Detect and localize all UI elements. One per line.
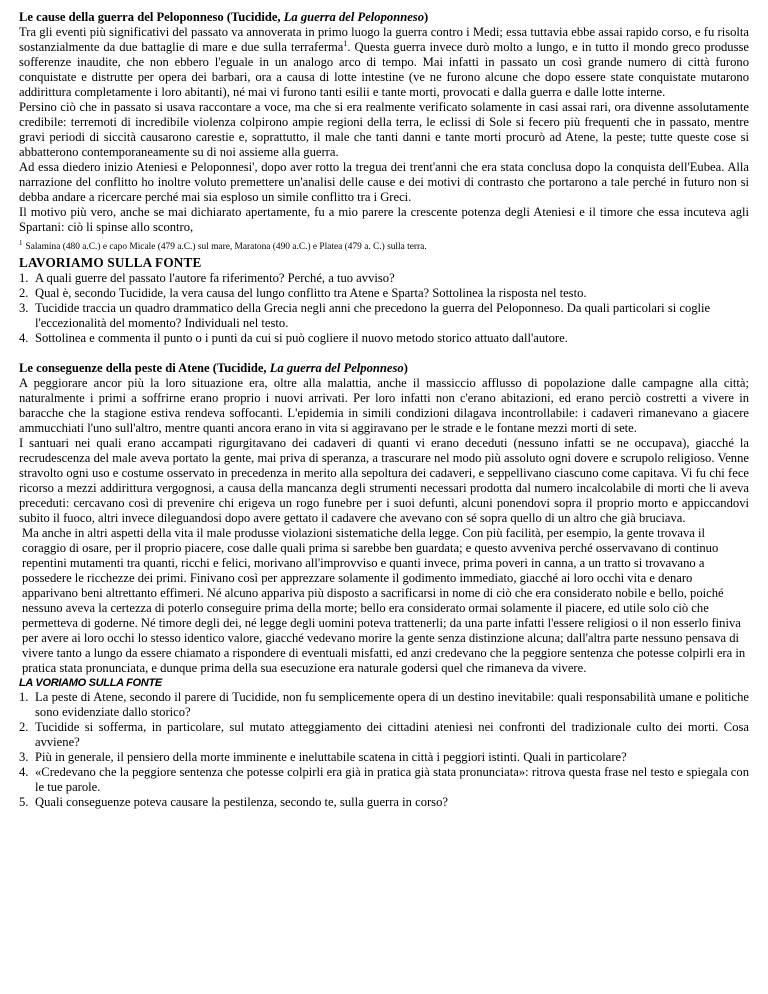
section2-question-list xyxy=(19,690,749,810)
section2-paragraph-2: I santuari nei quali erano accampati rigurgitavano dei cadaveri di quanti vi erano deceduti (nessuno infatti se ne occupava), giacché la recrudescenza del male aveva portato la gente, mai priva di speranza, a trascurare nel modo più assoluto ogni dovere e scrupolo religioso. Venne stravolto ogni uso e costume osservato in precedenza in merito alla sepoltura dei cadaveri, e seppellivano ciascuno come capitava. Vi fu chi fece ricorso a mezzi addirittura vergognosi, a causa della mancanza degli strumenti necessari prodotta dal numero incalcolabile di morti che li aveva preceduti: cercavano così di prevenire chi erigeva un rogo funebre per i suoi defunti, alcuni ponendovi sopra il proprio morto e appiccandovi subito il fuoco, altri invece dileguandosi dopo avere gettato il cadavere che avevano con sé sopra quello di un altro che già bruciava. xyxy=(19,436,749,526)
question-item: 3. Tucidide traccia un quadro drammatico della Grecia negli anni che precedono la guerra del Peloponneso. Da quali particolari si coglie l'eccezionalità del momento? Individuali nel testo. xyxy=(19,301,711,331)
section2-title: Le conseguenze della peste di Atene (Tucidide, La guerra del Pelponneso) xyxy=(19,361,408,376)
question-item: 1. A quali guerre del passato l'autore fa riferimento? Perché, a tuo avviso? xyxy=(19,271,395,286)
question-item: 2. Qual è, secondo Tucidide, la vera causa del lungo conflitto tra Atene e Sparta? Sottolinea la risposta nel testo. xyxy=(19,286,587,301)
section2-exercise-heading: LA VORIAMO SULLA FONTE xyxy=(19,677,162,690)
section1-paragraph-1: Tra gli eventi più significativi del passato va annoverata in primo luogo la guerra contro i Medi; essa tuttavia ebbe assai rapido corso, e fu risolta sostanzialmente da due battaglie di mare e due sulla terraferma$^1$. Questa guerra invece durò molto a lungo, e in tutto il mondo greco produsse sofferenze inaudite, che non ebbero l'eguale in un analogo arco di tempo. Mai infatti in passato un così grande numero di città furono conquistate e distrutte per opera dei barbari, ora a causa di lotte intestine (ve ne furono alcune che dopo essere state conquistate mutarono addirittura completamente i loro abitanti), né mai vi furono tanti esilii e tante morti, provocati e dalla guerra e dalle lotte interne. xyxy=(19,25,749,99)
section2-paragraph-3: Ma anche in altri aspetti della vita il male produsse violazioni sistematiche della legge. Con più facilità, per esempio, la gente trovava il coraggio di osare, per il proprio piacere, cose dalle quali prima si sarebbe ben guardata; e questo avveniva perché osservavano di continuo repentini mutamenti tra quanti, ricchi e felici, morivano all'improvviso e quanti invece, prima poveri in canna, a un tratto si trovavano a possedere le ricchezze dei primi. Finivano così per apprezzare solamente il godimento immediato, giacché ai loro occhi vita e denaro apparivano beni altrettanto effimeri. Né alcuno appariva più disposto a sacrificarsi in nome di ciò che era considerato nobile e bello, poiché nessuno aveva la certezza di poterlo conseguire prima della morte; bello era considerato ormai solamente il piacere, ed utile solo ciò che permetteva di goderne. Né timore degli dei, né legge degli uomini poteva trattenerli; da una parte infatti l'essere religiosi o il non esserlo finiva per avere ai loro occhi lo stesso identico valore, giacché vedevano morire la gente senza distinzione alcuna; dall'altra parte nessuno pensava di vivere tanto a lungo da essere chiamato a rispondere di eventuali misfatti, ed anzi credevano che la peggiore sentenza che potesse colpirli era in pratica stata pronunciata, e dunque prima della sua esecuzione era naturale godersi quel che rimaneva da vivere. xyxy=(22,526,746,676)
section1-title: Le cause della guerra del Peloponneso (Tucidide, La guerra del Peloponneso) xyxy=(19,10,429,24)
section1-question-list xyxy=(19,271,749,346)
question-item: 4. «Credevano che la peggiore sentenza che potesse colpirli era già in pratica già stata pronunciata»: ritrova questa frase nel testo e spiegala con le tue parole. xyxy=(19,765,749,795)
section1-paragraph-3: Ad essa diedero inizio Ateniesi e Peloponnesi', dopo aver rotto la tregua dei trent'anni che era stata conclusa dopo la conquista dell'Eubea. Alla narrazione del conflitto ho inoltre voluto premettere un'analisi delle cause e dei motivi di contrasto che portarono a tale perché in futuro non si debba andare a ricercare perché mai sia esploso un simile conflitto tra i Greci. xyxy=(19,160,749,204)
section1-paragraph-4: Il motivo più vero, anche se mai dichiarato apertamente, fu a mio parere la crescente potenza degli Ateniesi e il timore che essa incuteva agli Spartani: ciò li spinse allo scontro, xyxy=(19,205,749,234)
question-item: 2. Tucidide si sofferma, in particolare, sul mutato atteggiamento dei cittadini ateniesi nei confronti del tradizionale culto dei morti. Cosa avviene? xyxy=(19,720,749,750)
section1-exercise-heading: LAVORIAMO SULLA FONTE xyxy=(19,255,202,271)
question-item: 3. Più in generale, il pensiero della morte imminente e ineluttabile scatena in città i peggiori istinti. Quali in particolare? xyxy=(19,750,627,765)
section2-paragraph-1: A peggiorare ancor più la loro situazione era, oltre alla malattia, anche il massiccio afflusso di popolazione dalle campagne alla città; naturalmente i primi a soffrirne erano proprio i nuovi arrivati. Per loro infatti non c'erano abitazioni, ed erano perciò costretti a vivere in baracche che la stagione estiva rendeva soffocanti. L'epidemia in simili condizioni dilagava incontrollabile: i cadaveri rimanevano a giacere ammucchiati l'uno sull'altro, mentre quanti ancora erano in vita si aggiravano per le strade e le fontane mezzi morti di sete. xyxy=(19,376,749,436)
question-item: 1. La peste di Atene, secondo il parere di Tucidide, non fu semplicemente opera di un destino inevitabile: quali responsabilità umane e politiche sono evidenziate dallo storico? xyxy=(19,690,749,720)
section1-paragraph-2: Persino ciò che in passato si usava raccontare a voce, ma che si era realmente verificato solamente in casi assai rari, ora divenne assolutamente credibile: terremoti di incredibile violenza colpirono ampie regioni della terra, le eclissi di Sole si fecero più frequenti che in passato, mentre gravi periodi di siccità causarono carestie e, soprattutto, il male che tanti danni e tante morti procurò ad Atene, la peste; tutte queste cose si abbatterono contemporaneamente su di noi assieme alla guerra. xyxy=(19,100,749,159)
footnote-marker: 1 xyxy=(343,38,348,48)
question-item: 4. Sottolinea e commenta il punto o i punti da cui si può cogliere il nuovo metodo storico attuato dall'autore. xyxy=(19,331,568,346)
question-item: 5. Quali conseguenze poteva causare la pestilenza, secondo te, sulla guerra in corso? xyxy=(19,795,448,810)
section1-title-italic: La guerra del Peloponneso xyxy=(283,10,424,24)
section2-title-italic: La guerra del Pelponneso xyxy=(269,361,404,376)
footnote: $^1$ Salamina (480 a.C.) e capo Micale (479 a.C.) sul mare, Maratona (490 a.C.) e Platea (479 a. C.) sulla terra. xyxy=(19,239,427,253)
